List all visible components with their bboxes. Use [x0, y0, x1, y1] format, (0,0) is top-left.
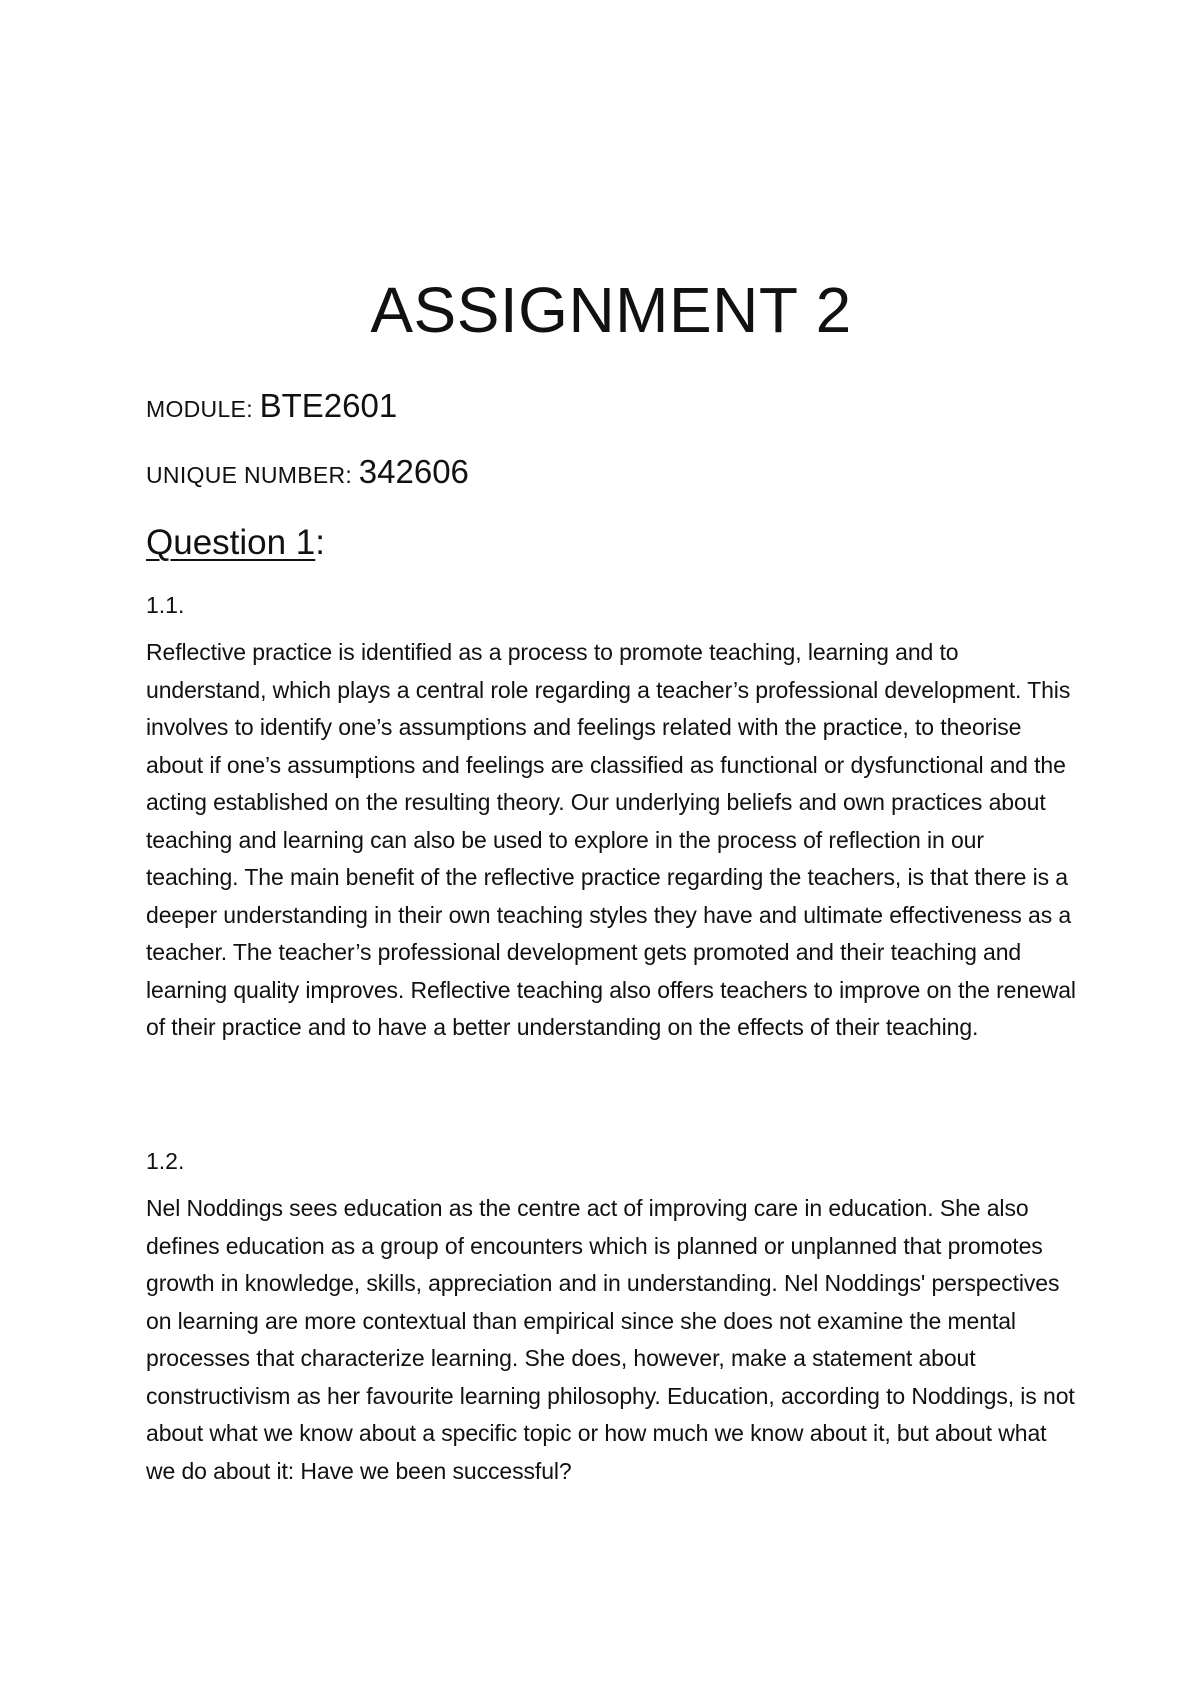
- section-paragraph-1-2: Nel Noddings sees education as the centre act of improving care in education. She also defines education as a group of encounters which is planned or unplanned that promotes growth in knowledge, skills, appreciation and in understanding. Nel Noddings' perspectives on learning are more contextual than empirical since she does not examine the mental processes that characterize learning. She does, however, make a statement about constructivism as her favourite learning philosophy. Education, according to Noddings, is not about what we know about a specific topic or how much we know about it, but about what we do about it: Have we been successful?: [146, 1195, 1075, 1484]
- assignment-title: ASSIGNMENT 2: [370, 274, 852, 346]
- module-label: MODULE:: [146, 396, 260, 422]
- question-label: Question 1: [146, 523, 316, 562]
- question-suffix: :: [315, 523, 326, 562]
- section-number-1-1: 1.1.: [146, 592, 185, 618]
- unique-number-line: [146, 450, 469, 501]
- unique-number-label: UNIQUE NUMBER:: [146, 462, 359, 488]
- unique-number-value: 342606: [358, 453, 469, 490]
- question-heading: [146, 518, 325, 568]
- section-number-1-2: 1.2.: [146, 1148, 185, 1174]
- section-paragraph-1-1: Reflective practice is identified as a process to promote teaching, learning and to understand, which plays a central role regarding a teacher’s professional development. This involves to identify one’s assumptions and feelings related with the practice, to theorise about if one’s assumptions and feelings are classified as functional or dysfunctional and the acting established on the resulting theory. Our underlying beliefs and own practices about teaching and learning can also be used to explore in the process of reflection in our teaching. The main benefit of the reflective practice regarding the teachers, is that there is a deeper understanding in their own teaching styles they have and ultimate effectiveness as a teacher. The teacher’s professional development gets promoted and their teaching and learning quality improves. Reflective teaching also offers teachers to improve on the renewal of their practice and to have a better understanding on the effects of their teaching.: [146, 639, 1076, 1040]
- module-code: BTE2601: [259, 387, 398, 424]
- module-line: [146, 384, 397, 435]
